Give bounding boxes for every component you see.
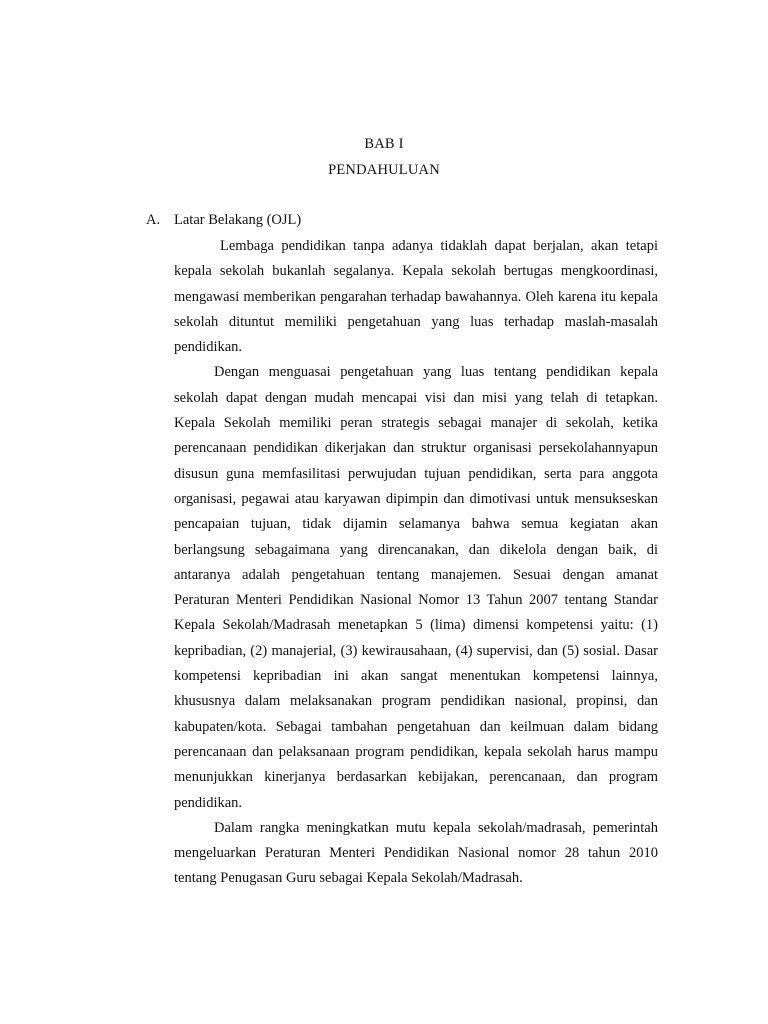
body-text [174, 234, 658, 892]
paragraph-2: Dengan menguasai pengetahuan yang luas tentang pendidikan kepala sekolah dapat dengan mudah mencapai visi dan misi yang telah di tetapkan. Kepala Sekolah memiliki peran strategis sebagai manajer di sekolah, ketika perencanaan pendidikan dikerjakan dan struktur organisasi persekolahannyapun disusun guna memfasilitasi perwujudan tujuan pendidikan, serta para anggota organisasi, pegawai atau karyawan dipimpin dan dimotivasi untuk mensukseskan pencapaian tujuan, tidak dijamin selamanya bahwa semua kegiatan akan berlangsung sebagaimana yang direncanakan, dan dikelola dengan baik, di antaranya adalah pengetahuan tentang manajemen. Sesuai dengan amanat Peraturan Menteri Pendidikan Nasional Nomor 13 Tahun 2007 tentang Standar Kepala Sekolah/Madrasah menetapkan 5 (lima) dimensi kompetensi yaitu: (1) kepribadian, (2) manajerial, (3) kewirausahaan, (4) supervisi, dan (5) sosial. Dasar kompetensi kepribadian ini akan sangat menentukan kompetensi lainnya, khususnya dalam melaksanakan program pendidikan nasional, propinsi, dan kabupaten/kota. Sebagai tambahan pengetahuan dan keilmuan dalam bidang perencanaan dan pelaksanaan program pendidikan, kepala sekolah harus mampu menunjukkan kinerjanya berdasarkan kebijakan, perencanaan, dan program pendidikan. [174, 364, 658, 811]
section-marker: A. [146, 212, 161, 228]
section-title: Latar Belakang (OJL) [174, 212, 302, 228]
paragraph-3: Dalam rangka meningkatkan mutu kepala sekolah/madrasah, pemerintah mengeluarkan Peraturan Menteri Pendidikan Nasional nomor 28 tahun 2010 tentang Penugasan Guru sebagai Kepala Sekolah/Madrasah. [174, 819, 658, 887]
section-heading [146, 212, 301, 229]
chapter-number: BAB I [364, 136, 404, 152]
paragraph-1: Lembaga pendidikan tanpa adanya tidaklah dapat berjalan, akan tetapi kepala sekolah bukanlah segalanya. Kepala sekolah bertugas mengkoordinasi, mengawasi memberikan pengarahan terhadap bawahannya. Oleh karena itu kepala sekolah dituntut memiliki pengetahuan yang luas terhadap maslah-masalah pendidikan. [174, 238, 658, 356]
chapter-title: PENDAHULUAN [328, 162, 440, 178]
